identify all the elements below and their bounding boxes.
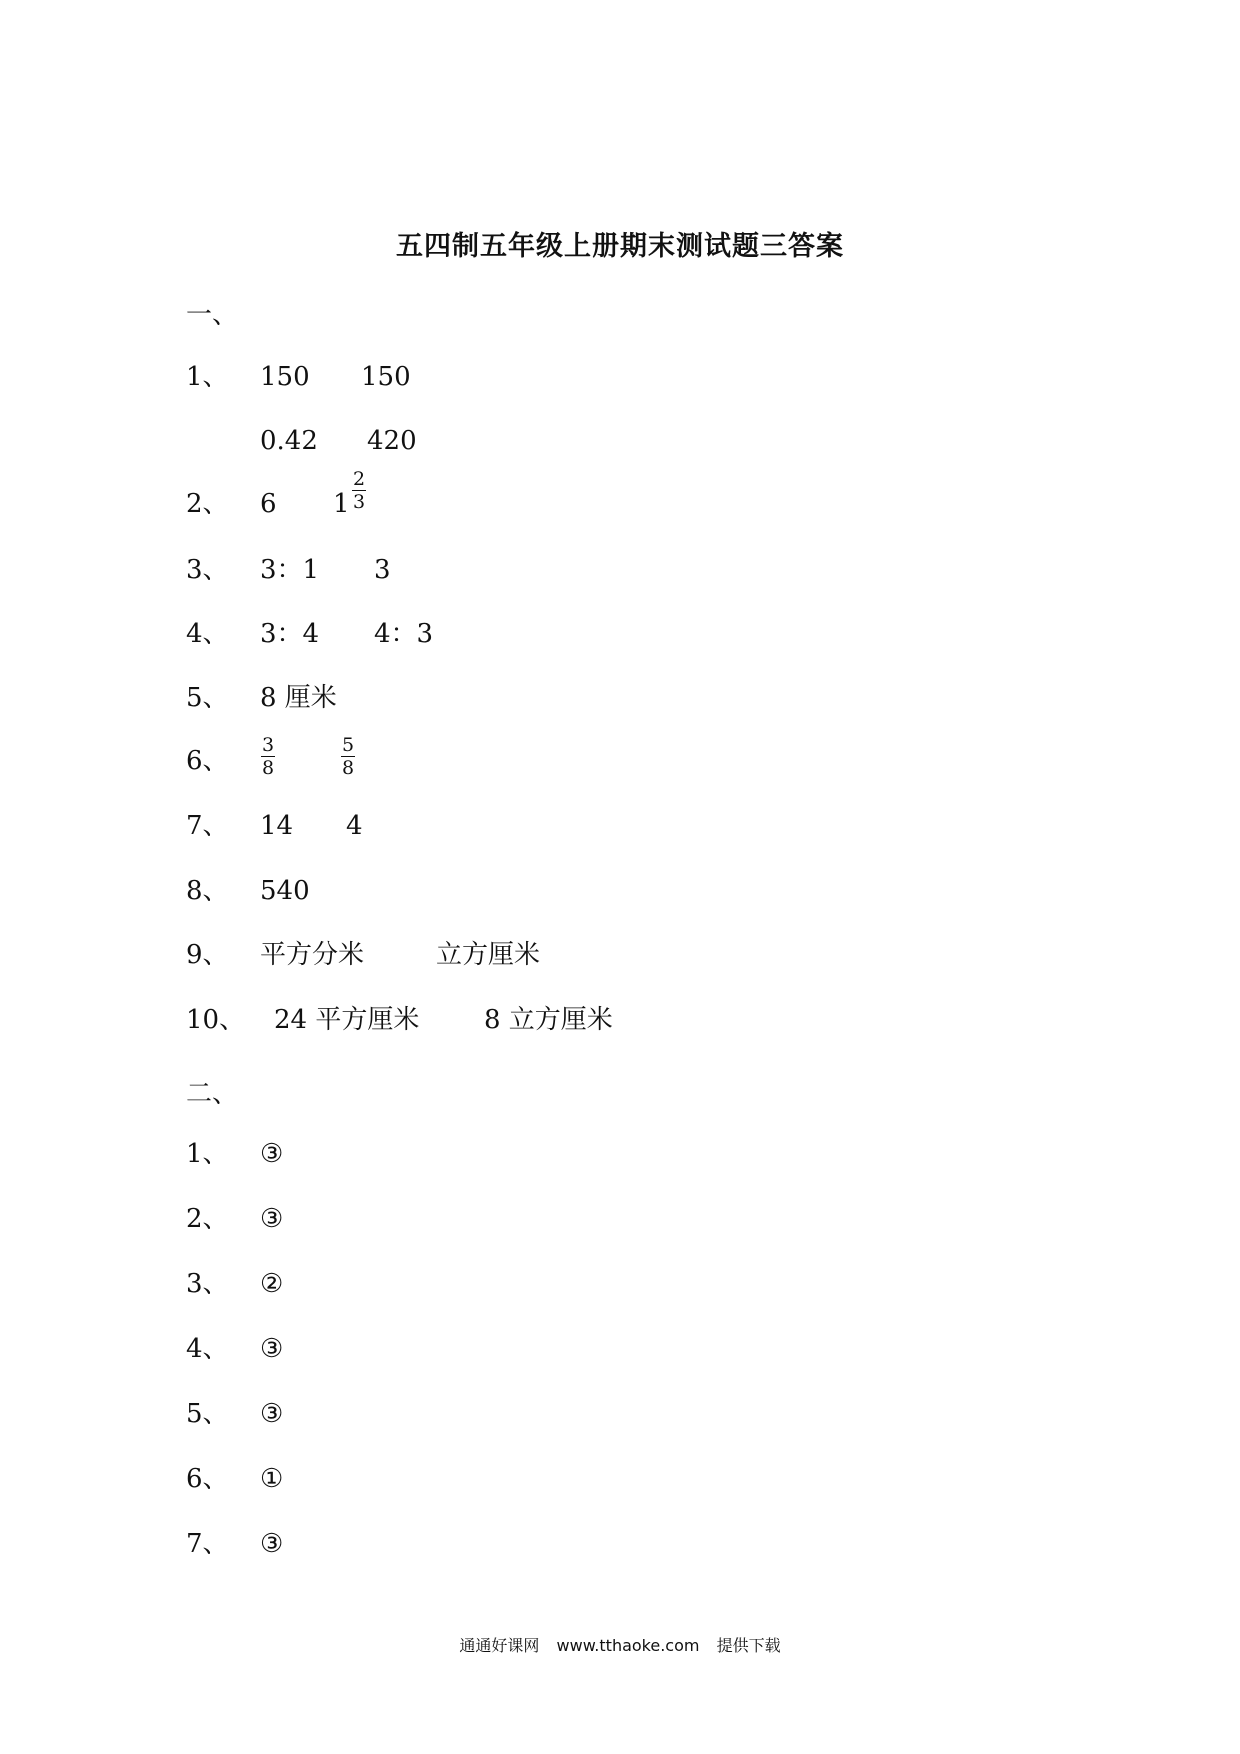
fraction-numerator: 2 — [353, 468, 366, 490]
question-number: 5、 — [186, 683, 229, 713]
question-number: 5、 — [186, 1399, 229, 1429]
footer — [0, 1633, 1240, 1656]
question-number: 7、 — [186, 811, 229, 841]
footer-url[interactable]: www.tthaoke.com — [556, 1636, 700, 1655]
footer-tail: 提供下载 — [716, 1636, 781, 1655]
section-one-heading: 一、 — [186, 300, 239, 330]
mixed-number-whole: 1 — [333, 489, 350, 519]
answer-value: 4：3 — [374, 619, 434, 649]
section-two-heading: 二、 — [186, 1079, 239, 1109]
answer-value: 150 — [361, 362, 411, 392]
choice-answer: ③ — [260, 1399, 284, 1429]
answer-value: 3：4 — [260, 619, 320, 649]
fraction-denominator: 3 — [353, 491, 366, 513]
question-number: 7、 — [186, 1529, 229, 1559]
fraction-denominator: 8 — [342, 757, 355, 779]
answer-value: 3 — [374, 555, 391, 585]
answer-value: 420 — [367, 426, 417, 456]
question-number: 3、 — [186, 555, 229, 585]
question-number: 4、 — [186, 619, 229, 649]
choice-answer: ③ — [260, 1529, 284, 1559]
fraction — [341, 734, 355, 779]
question-number: 4、 — [186, 1334, 229, 1364]
question-number: 3、 — [186, 1269, 229, 1299]
fraction-numerator: 3 — [262, 734, 275, 756]
question-number: 1、 — [186, 1139, 229, 1169]
question-number: 2、 — [186, 1204, 229, 1234]
answer-value: 4 — [346, 811, 363, 841]
answer-value: 540 — [260, 876, 310, 906]
answer-value: 0.42 — [260, 426, 318, 456]
question-number: 10、 — [186, 1005, 246, 1035]
choice-answer: ② — [260, 1269, 284, 1299]
answer-value: 平方分米 — [260, 940, 365, 970]
answer-value: 14 — [260, 811, 294, 841]
mixed-number-fraction — [352, 468, 366, 513]
question-number: 6、 — [186, 746, 229, 776]
answer-value: 24 平方厘米 — [274, 1005, 420, 1035]
answer-value: 6 — [260, 489, 277, 519]
answer-value: 150 — [260, 362, 310, 392]
question-number: 1、 — [186, 362, 229, 392]
choice-answer: ③ — [260, 1139, 284, 1169]
answer-value: 立方厘米 — [436, 940, 541, 970]
answer-value: 8 立方厘米 — [484, 1005, 613, 1035]
page-title: 五四制五年级上册期末测试题三答案 — [396, 231, 844, 262]
question-number: 8、 — [186, 876, 229, 906]
question-number: 9、 — [186, 940, 229, 970]
fraction-numerator: 5 — [342, 734, 355, 756]
fraction — [261, 734, 275, 779]
choice-answer: ③ — [260, 1334, 284, 1364]
question-number: 2、 — [186, 489, 229, 519]
answer-value: 3：1 — [260, 555, 320, 585]
answer-value: 8 厘米 — [260, 683, 337, 713]
choice-answer: ① — [260, 1464, 284, 1494]
question-number: 6、 — [186, 1464, 229, 1494]
fraction-denominator: 8 — [262, 757, 275, 779]
footer-site-name: 通通好课网 — [459, 1636, 540, 1655]
choice-answer: ③ — [260, 1204, 284, 1234]
